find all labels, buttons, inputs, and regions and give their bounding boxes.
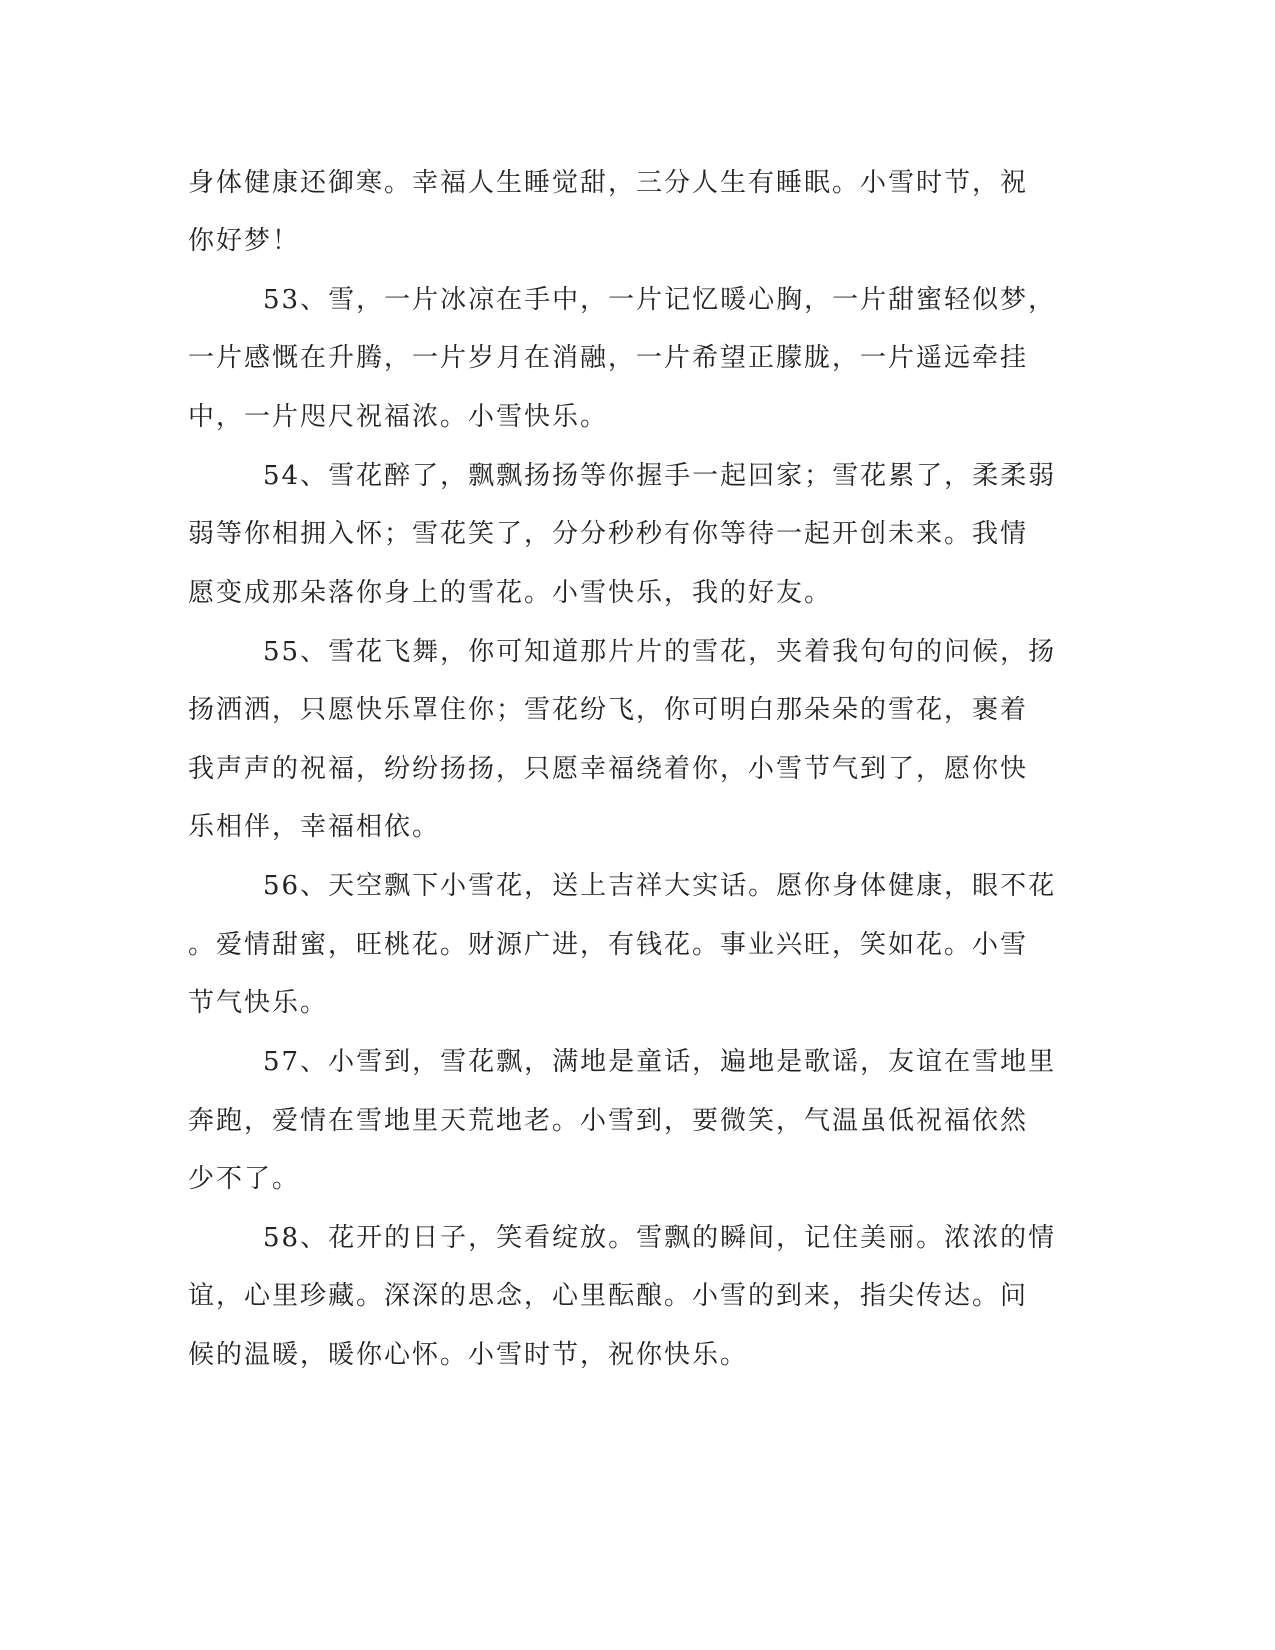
- text-line: 愿变成那朵落你身上的雪花。小雪快乐，我的好友。: [188, 578, 833, 608]
- paragraph-58-first-line: 58、花开的日子，笑看绽放。雪飘的瞬间，记住美丽。浓浓的情: [263, 1223, 1057, 1253]
- paragraph-54-first-line: 54、雪花醉了，飘飘扬扬等你握手一起回家；雪花累了，柔柔弱: [263, 461, 1057, 491]
- text-line: 乐相伴，幸福相依。: [188, 812, 441, 842]
- text-line: 身体健康还御寒。幸福人生睡觉甜，三分人生有睡眠。小雪时节，祝: [188, 168, 1029, 198]
- paragraph-56-first-line: 56、天空飘下小雪花，送上吉祥大实话。愿你身体健康，眼不花: [263, 871, 1057, 901]
- paragraph-53-first-line: 53、雪，一片冰凉在手中，一片记忆暖心胸，一片甜蜜轻似梦，: [263, 285, 1057, 315]
- text-line: 节气快乐。: [188, 988, 329, 1018]
- text-line: 少不了。: [188, 1164, 301, 1194]
- text-line: 扬洒洒，只愿快乐罩住你；雪花纷飞，你可明白那朵朵的雪花，裹着: [188, 695, 1029, 725]
- text-line: 一片感慨在升腾，一片岁月在消融，一片希望正朦胧，一片遥远牵挂: [188, 343, 1029, 373]
- text-line: 你好梦！: [188, 226, 301, 256]
- text-line: 弱等你相拥入怀；雪花笑了，分分秒秒有你等待一起开创未来。我情: [188, 519, 1029, 549]
- paragraph-55-first-line: 55、雪花飞舞，你可知道那片片的雪花，夹着我句句的问候，扬: [263, 637, 1057, 667]
- paragraph-57-first-line: 57、小雪到，雪花飘，满地是童话，遍地是歌谣，友谊在雪地里: [263, 1047, 1057, 1077]
- text-line: 奔跑，爱情在雪地里天荒地老。小雪到，要微笑，气温虽低祝福依然: [188, 1106, 1029, 1136]
- text-line: 。爱情甜蜜，旺桃花。财源广进，有钱花。事业兴旺，笑如花。小雪: [188, 930, 1029, 960]
- text-line: 我声声的祝福，纷纷扬扬，只愿幸福绕着你，小雪节气到了，愿你快: [188, 754, 1029, 784]
- text-line: 中，一片咫尺祝福浓。小雪快乐。: [188, 402, 609, 432]
- text-line: 候的温暖，暖你心怀。小雪时节，祝你快乐。: [188, 1340, 749, 1370]
- text-line: 谊，心里珍藏。深深的思念，心里酝酿。小雪的到来，指尖传达。问: [188, 1281, 1029, 1311]
